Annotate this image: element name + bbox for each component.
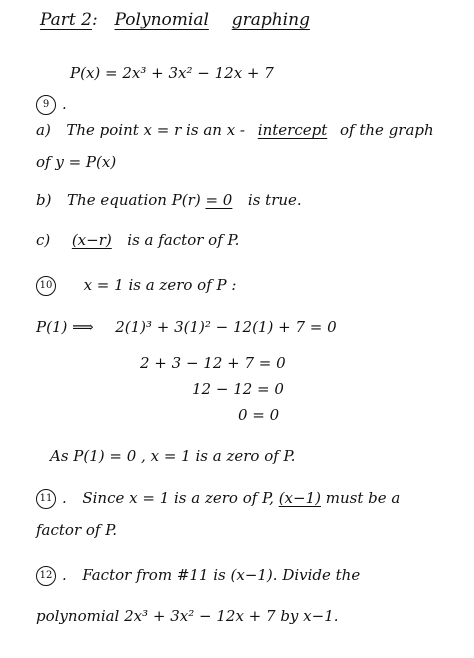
q9-b-text-end: is true.: [247, 191, 302, 209]
q12-text: Factor from #11 is (x−1). Divide the: [82, 566, 361, 584]
q11-line-2: factor of P.: [36, 521, 118, 539]
q9-part-c: [36, 230, 239, 250]
page-title: [40, 10, 310, 30]
q9-a-underlined-answer: intercept: [257, 121, 328, 139]
q9-b-text: The equation P(r): [67, 191, 201, 209]
title-graphing: graphing: [231, 10, 310, 30]
question-number-circle: 9: [36, 95, 56, 115]
q9-c-label: c): [36, 231, 51, 249]
q9-part-a-continued: of y = P(x): [36, 153, 117, 171]
q10-step-2: 2 + 3 − 12 + 7 = 0: [140, 354, 286, 372]
part-label: Part 2: [40, 10, 92, 30]
q11-line-1: 11 . Since x = 1 is a zero of P, (x−1) must be a: [36, 488, 400, 509]
q11-text: Since x = 1 is a zero of P,: [82, 489, 274, 507]
q11-text-end: must be a: [325, 489, 401, 507]
q9-c-underlined-answer: (x−r): [71, 231, 112, 249]
question-number-circle: 12: [36, 566, 56, 586]
title-polynomial: Polynomial: [114, 10, 209, 30]
q10-step-1-lhs: P(1) ⟹: [36, 318, 94, 336]
q9-part-a: [36, 120, 434, 140]
question-9-number: 9 .: [36, 94, 67, 115]
q10-step-4: 0 = 0: [238, 406, 280, 424]
q12-line-1: 12 . Factor from #11 is (x−1). Divide the: [36, 565, 360, 586]
q11-underlined-factor: (x−1): [278, 489, 321, 507]
q12-line-2: polynomial 2x³ + 3x² − 12x + 7 by x−1.: [36, 607, 339, 625]
q10-step-3: 12 − 12 = 0: [192, 380, 284, 398]
question-number-circle: 10: [36, 276, 56, 296]
q9-part-b: [36, 190, 302, 210]
q10-intro-text: x = 1 is a zero of P :: [83, 276, 237, 294]
q10-step-1-rhs: 2(1)³ + 3(1)² − 12(1) + 7 = 0: [115, 318, 337, 336]
q10-conclusion: As P(1) = 0 , x = 1 is a zero of P.: [50, 447, 296, 465]
q10-intro: [36, 275, 236, 296]
q9-b-label: b): [36, 191, 52, 209]
q10-step-1: [36, 317, 337, 337]
question-number-circle: 11: [36, 489, 56, 509]
q9-c-text: is a factor of P.: [127, 231, 240, 249]
q9-a-text: The point x = r is an x -: [66, 121, 245, 139]
polynomial-definition: P(x) = 2x³ + 3x² − 12x + 7: [70, 64, 274, 82]
q9-a-text-end: of the graph: [340, 121, 434, 139]
q9-a-label: a): [36, 121, 51, 139]
q9-b-underlined-answer: = 0: [205, 191, 233, 209]
title-colon: :: [92, 10, 98, 30]
